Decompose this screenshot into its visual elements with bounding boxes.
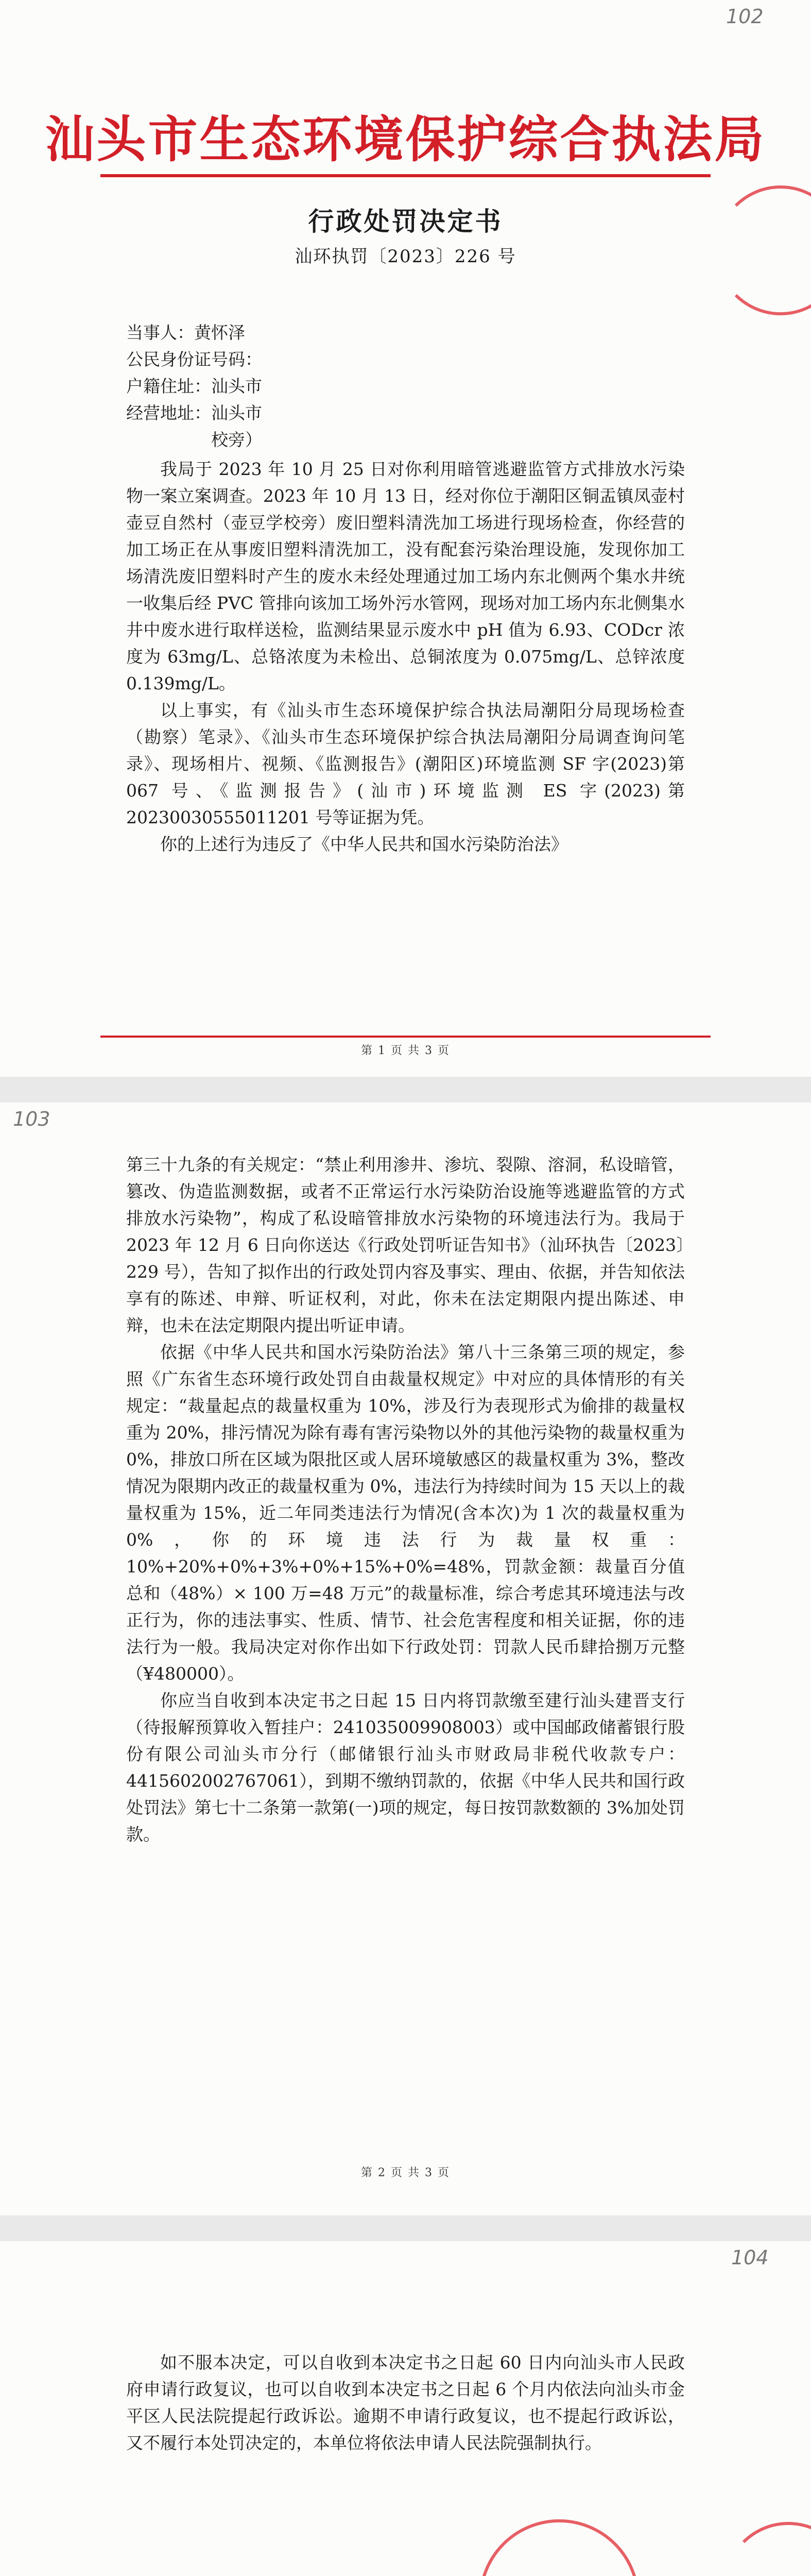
page-footer: 第 1 页 共 3 页 xyxy=(361,1044,450,1057)
page-footer: 第 2 页 共 3 页 xyxy=(361,2166,450,2179)
paragraph: 如不服本决定，可以自收到本决定书之日起 60 日内向汕头市人民政府申请行政复议，也可以自收到本决定书之日起 6 个月内依法向汕头市金平区人民法院提起行政诉讼。逾期不申请行政复议，也不提起行政诉讼，又不履行本处罚决定的，本单位将依法申请人民法院强制执行。 xyxy=(126,2352,685,2453)
document-page-3 xyxy=(0,2241,811,2576)
page2-body xyxy=(126,1151,685,1848)
agency-title: 汕头市生态环境保护综合执法局 xyxy=(45,110,766,168)
page1-body xyxy=(126,456,685,858)
document-page-2 xyxy=(0,1103,811,2215)
paragraph: 我局于 2023 年 10 月 25 日对你利用暗管逃避监管方式排放水污染物一案立案调查。2023 年 10 月 13 日，经对你位于潮阳区铜盂镇凤壶村壶豆自然村（壶豆学校旁）废旧塑料清洗加工场进行现场检查，你经营的加工场正在从事废旧塑料清洗加工，没有配套污染治理设施，发现你加工场清洗废旧塑料时产生的废水未经处理通过加工场内东北侧两个集水井统一收集后经 PVC 管排向该加工场外污水管网，现场对加工场内东北侧集水井中废水进行取样送检，监测结果显示废水中 pH 值为 6.93、CODcr 浓度为 63mg/L、总铬浓度为未检出、总铜浓度为 0.075mg/L、总锌浓度 0.139mg/L。 xyxy=(126,459,685,693)
handwritten-page-number: 102 xyxy=(726,5,764,28)
red-header-rule xyxy=(100,174,711,177)
document-title: 行政处罚决定书 xyxy=(308,206,503,236)
party-name: 当事人：黄怀泽 xyxy=(126,323,245,343)
paragraph: 你应当自收到本决定书之日起 15 日内将罚款缴至建行汕头建晋支行（待报解预算收入暂挂户：241035009908003）或中国邮政储蓄银行股份有限公司汕头市分行（邮储银行汕头市财政局非税代收款专户：44156020027670​61），到期不缴纳罚款的，依据《中华人民共和国行政处罚法》第七十二条第一款第(一)项的规定，每日按罚款数额的 3%加处罚款。 xyxy=(126,1690,685,1844)
handwritten-page-number: 104 xyxy=(731,2246,769,2269)
paragraph: 你的上述行为违反了《中华人民共和国水污染防治法》 xyxy=(160,834,568,854)
party-address-cont: 校旁） xyxy=(211,430,262,450)
party-info xyxy=(126,319,262,453)
document-page-1 xyxy=(0,0,811,1077)
handwritten-page-number: 103 xyxy=(13,1108,50,1130)
document-number: 汕环执罚〔2023〕226 号 xyxy=(295,246,516,267)
party-address: 经营地址：汕头市 xyxy=(126,403,262,423)
official-seal xyxy=(479,2519,640,2576)
paragraph: 第三十九条的有关规定：“禁止利用渗井、渗坑、裂隙、溶洞，私设暗管，篡改、伪造监测数据，或者不正常运行水污染防治设施等逃避监管的方式排放水污染物”，构成了私设暗管排放水污染物的环境违法行为。我局于 2023 年 12 月 6 日向你送达《行政处罚听证告知书》（汕环执告〔2023〕229 号），告知了拟作出的行政处罚内容及事实、理由、依据，并告知依法享有的陈述、申辩、听证权利，对此，你未在法定期限内提出陈述、申辩，也未在法定期限内提出听证申请。 xyxy=(126,1155,685,1335)
official-seal-edge xyxy=(723,2522,811,2576)
paragraph: 依据《中华人民共和国水污染防治法》第八十三条第三项的规定，参照《广东省生态环境行政处罚自由裁量权规定》中对应的具体情形的有关规定：“裁量起点的裁量权重为 10%，涉及行为表现形式为偷排的裁量权重为 20%，排污情况为除有毒有害污染物以外的其他污染物的裁量权重为 0%，排放口所在区域为限批区或人居环境敏感区的裁量权重为 3%，整改情况为限期内改正的裁量权重为 0%，违法行为持续时间为 15 天以上的裁量权重为 15%，近二年同类违法行为情况(含本次)为 1 次的裁量权重为 0%，你的环境违法行为裁量权重：10%+20%+0%+3%+0%+15%+0%=48%，罚款金额：裁量百分值总和（48%）× 100 万=48 万元”的裁量标准，综合考虑其环境违法与改正行为，你的违法事实、性质、情节、社会危害程度和相关证据，你的违法行为一般。我局决定对你作出如下行政处罚：罚款人民币肆拾捌万元整（¥480000）。 xyxy=(126,1342,685,1684)
party-residence: 户籍住址：汕头市 xyxy=(126,376,262,396)
red-footer-rule xyxy=(100,1036,711,1038)
party-id: 公民身份证号码： xyxy=(126,349,262,369)
page3-body xyxy=(126,2349,685,2456)
paragraph: 以上事实，有《汕头市生态环境保护综合执法局潮阳分局现场检查（勘察）笔录》、《汕头市生态环境保护综合执法局潮阳分局调查询问笔录》、现场相片、视频、《监测报告》(潮阳区)环境监测 SF 字(2023)第 067 号、《监测报告》(汕市)环境监测 ES 字(2023)第 20230030555011201 号等证据为凭。 xyxy=(126,700,685,827)
